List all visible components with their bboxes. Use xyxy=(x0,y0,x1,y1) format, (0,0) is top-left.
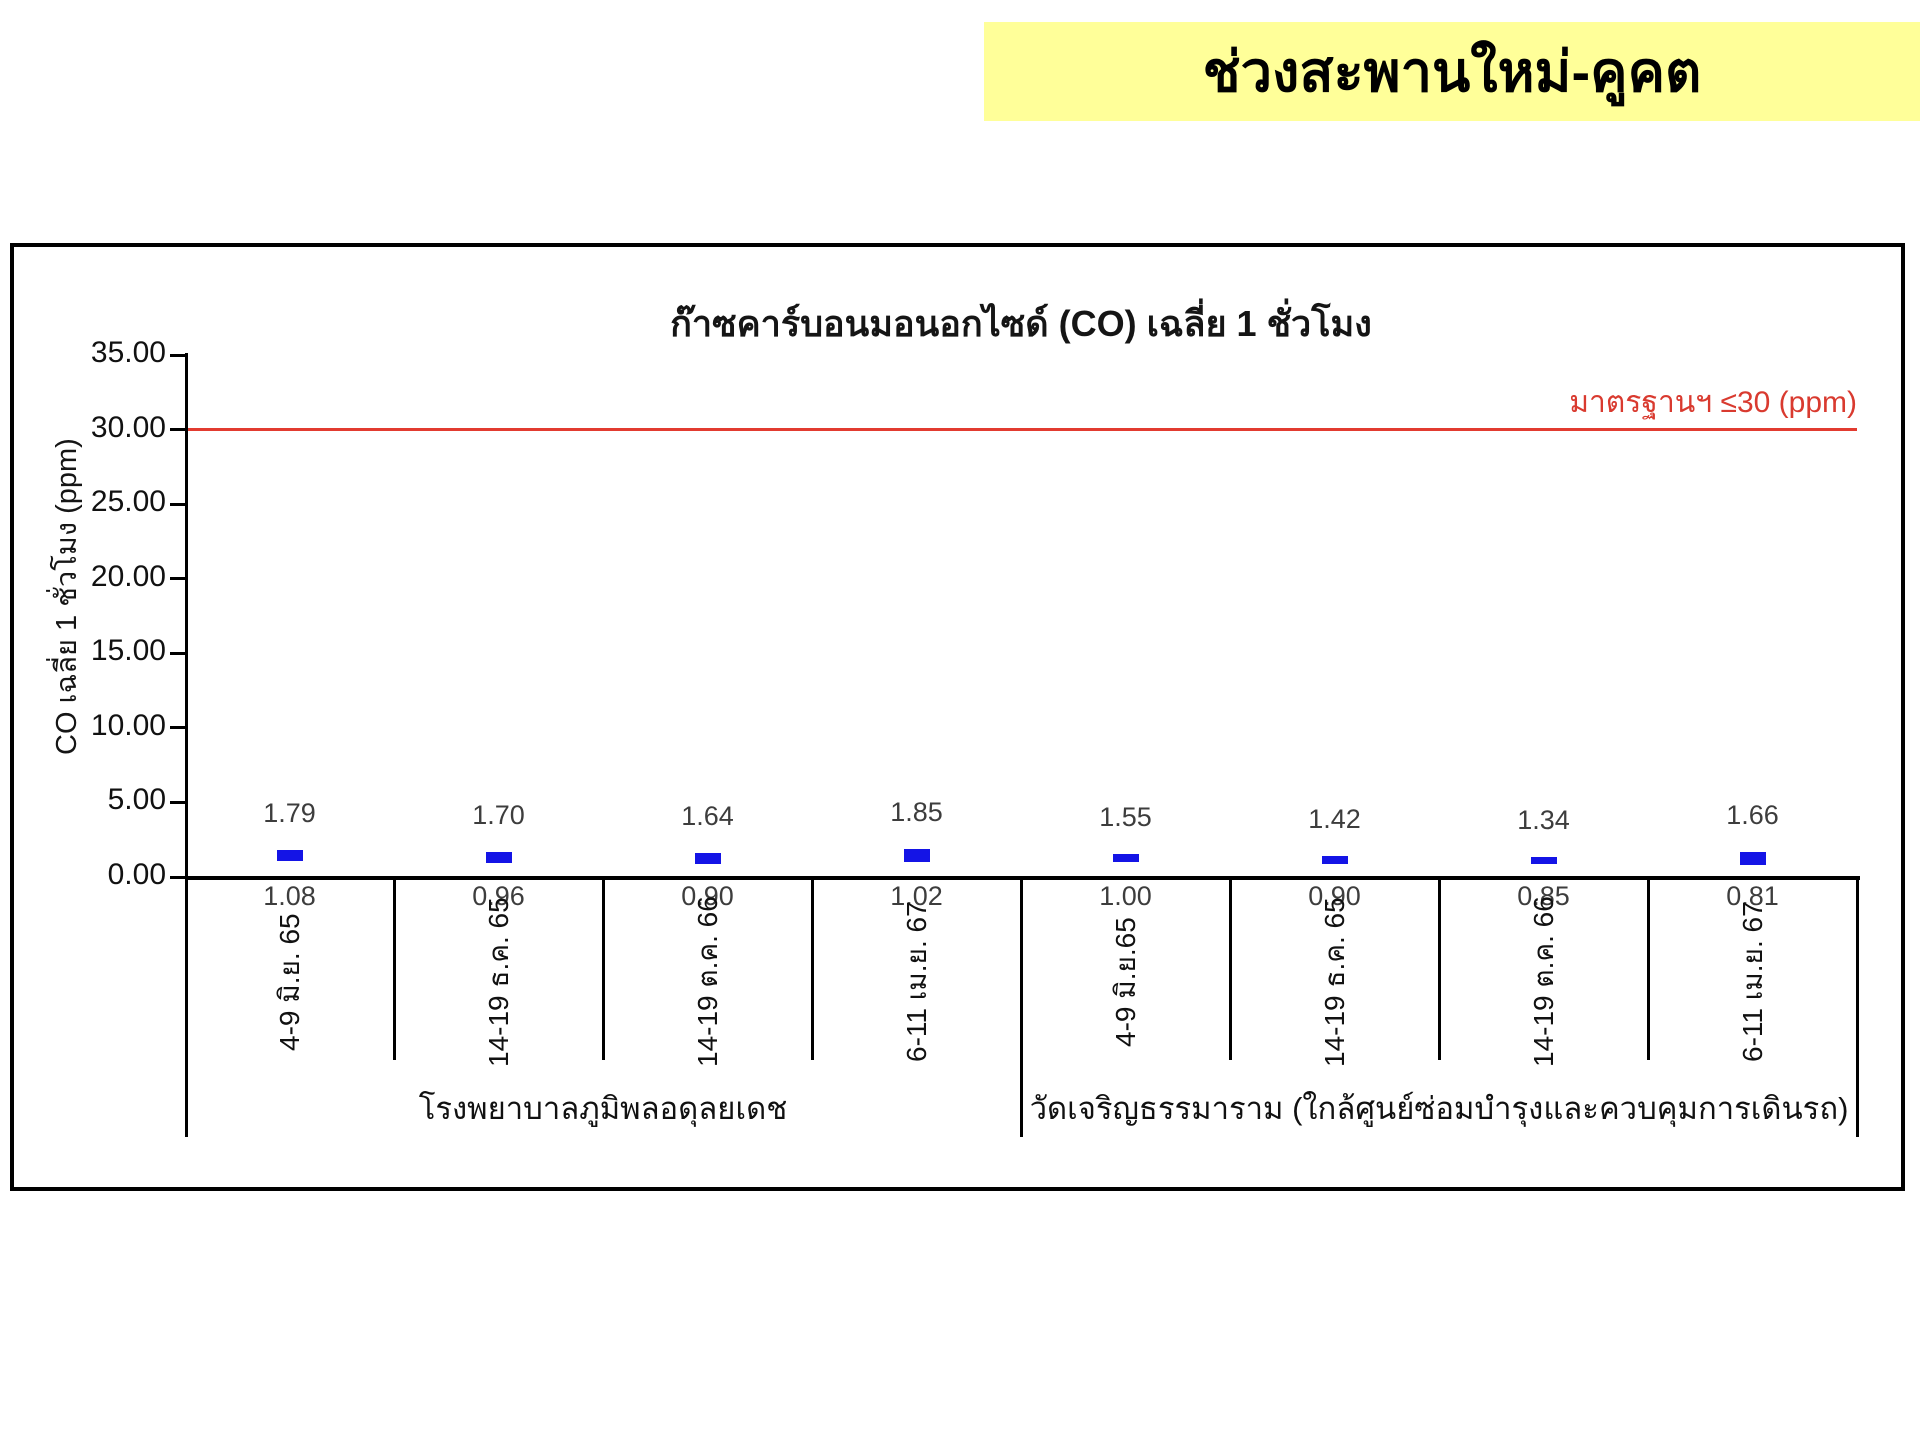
max-value-label: 1.64 xyxy=(681,800,734,831)
min-value-label: 0.85 xyxy=(1517,881,1570,911)
y-axis-tick xyxy=(170,876,185,879)
period-label: 14-19 ธ.ค. 65 xyxy=(482,897,514,1067)
y-axis-tick xyxy=(170,503,185,506)
min-value-label: 0.90 xyxy=(1308,881,1361,911)
max-value-label: 1.85 xyxy=(890,797,943,828)
max-value-label: 1.70 xyxy=(472,799,525,830)
period-label: 4-9 มิ.ย. 65 xyxy=(273,913,305,1051)
period-separator-line xyxy=(393,877,396,1060)
period-separator-line xyxy=(602,877,605,1060)
y-axis-tick-label: 35.00 xyxy=(90,336,166,369)
max-value-label: 1.66 xyxy=(1726,800,1779,831)
max-value-label: 1.34 xyxy=(1517,805,1570,835)
section-banner xyxy=(984,22,1920,121)
group-separator-line xyxy=(1020,877,1023,1137)
y-axis-tick-label: 25.00 xyxy=(90,485,166,519)
y-axis-tick xyxy=(170,726,185,729)
y-axis-tick-label: 15.00 xyxy=(90,634,166,668)
co-range-bar xyxy=(486,852,512,863)
max-value-label: 1.79 xyxy=(263,798,316,829)
standard-line-label: มาตรฐานฯ ≤30 (ppm) xyxy=(1569,386,1857,419)
x-axis-line xyxy=(185,876,1860,880)
min-value-label: 1.02 xyxy=(890,881,943,911)
co-range-bar xyxy=(1322,856,1348,864)
co-range-bar xyxy=(1113,854,1139,862)
period-label: 14-19 ต.ค. 66 xyxy=(1527,896,1559,1068)
y-axis-tick-label: 5.00 xyxy=(107,783,166,817)
period-separator-line xyxy=(811,877,814,1060)
co-range-bar xyxy=(1531,857,1557,864)
y-axis-tick-label: 30.00 xyxy=(90,410,166,444)
period-label: 6-11 เม.ย. 67 xyxy=(1736,901,1768,1063)
min-value-label: 1.08 xyxy=(263,881,316,911)
period-separator-line xyxy=(1647,877,1650,1060)
min-value-label: 0.96 xyxy=(472,881,525,911)
y-axis-title: CO เฉลี่ย 1 ชั่วโมง (ppm) xyxy=(51,438,83,756)
y-axis-tick xyxy=(170,577,185,580)
period-label: 14-19 ต.ค. 66 xyxy=(691,896,723,1068)
chart-title: ก๊าซคาร์บอนมอนอกไซด์ (CO) เฉลี่ย 1 ชั่วโมง xyxy=(670,303,1372,344)
y-axis-tick xyxy=(170,801,185,804)
co-range-bar xyxy=(277,850,303,861)
co-chart xyxy=(10,243,1905,1191)
y-axis-tick-label: 10.00 xyxy=(90,708,166,742)
y-axis-tick-label: 0.00 xyxy=(107,858,166,891)
group-label-site-2: วัดเจริญธรรมาราม (ใกล้ศูนย์ซ่อมบำรุงและควบคุมการเดินรถ) xyxy=(1029,1091,1849,1126)
min-value-label: 1.00 xyxy=(1099,881,1152,911)
period-separator-line xyxy=(1229,877,1232,1060)
standard-line xyxy=(185,428,1857,431)
y-axis-tick-label: 20.00 xyxy=(90,559,166,593)
min-value-label: 0.90 xyxy=(681,881,734,911)
group-label-site-1: โรงพยาบาลภูมิพลอดุลยเดช xyxy=(418,1091,788,1126)
y-axis-tick xyxy=(170,354,185,357)
co-range-bar xyxy=(695,853,721,864)
period-separator-line xyxy=(1438,877,1441,1060)
section-banner-label: ช่วงสะพานใหม่-คูคต xyxy=(1202,40,1702,103)
period-label: 6-11 เม.ย. 67 xyxy=(900,901,932,1063)
min-value-label: 0.81 xyxy=(1726,881,1779,911)
co-range-bar xyxy=(1740,852,1766,865)
y-axis-tick xyxy=(170,428,185,431)
y-axis-line xyxy=(185,353,188,1137)
group-separator-line xyxy=(1856,877,1859,1137)
period-label: 4-9 มิ.ย.65 xyxy=(1109,917,1141,1047)
co-range-bar xyxy=(904,849,930,861)
y-axis-tick xyxy=(170,652,185,655)
max-value-label: 1.42 xyxy=(1308,803,1361,834)
period-label: 14-19 ธ.ค. 65 xyxy=(1318,897,1350,1067)
max-value-label: 1.55 xyxy=(1099,801,1152,832)
